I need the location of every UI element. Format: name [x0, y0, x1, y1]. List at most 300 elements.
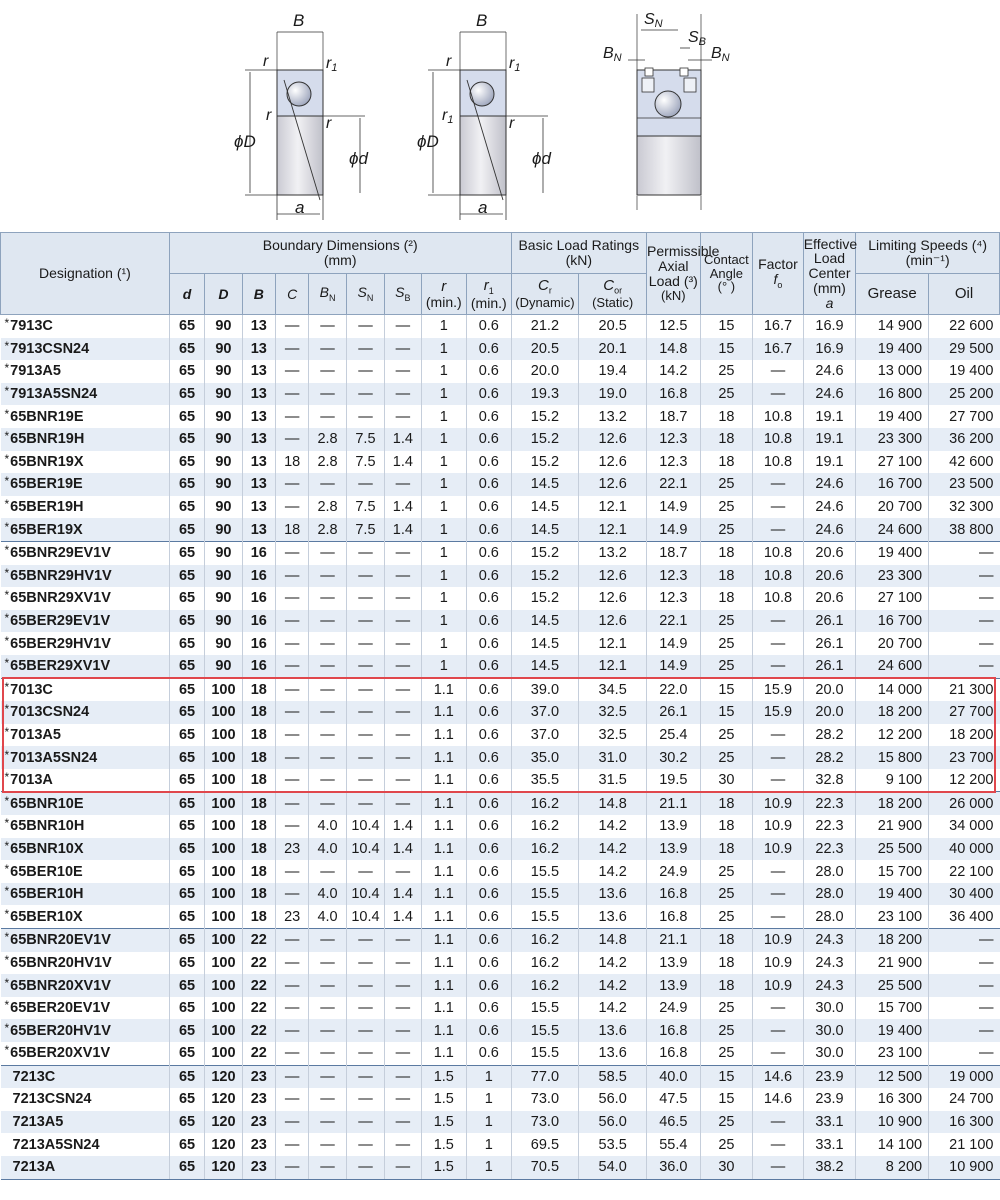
- cell-oil-speed: —: [929, 929, 1000, 952]
- table-row: [1, 405, 1000, 428]
- cell-SB: —: [385, 746, 421, 769]
- cell-D: 90: [205, 473, 242, 496]
- cell-d: 65: [169, 769, 204, 792]
- cell-B: 23: [242, 1156, 275, 1179]
- cell-grease-speed: 25 500: [856, 974, 929, 997]
- cell-Cor: 14.8: [579, 792, 647, 815]
- cell-designation: [1, 473, 170, 496]
- cell-factor: 14.6: [753, 1065, 804, 1088]
- star-marker: *: [4, 952, 10, 967]
- cell-designation: [1, 792, 170, 815]
- cell-r: 1.1: [421, 1019, 466, 1042]
- cell-B: 13: [242, 315, 275, 338]
- cell-r: 1: [421, 587, 466, 610]
- cell-C: —: [275, 541, 308, 564]
- cell-effective-load-center: 22.3: [803, 792, 856, 815]
- cell-grease-speed: 16 300: [856, 1088, 929, 1111]
- cell-effective-load-center: 32.8: [803, 769, 856, 792]
- header-B: B: [242, 274, 275, 315]
- cell-designation: [1, 815, 170, 838]
- cell-Cor: 31.5: [579, 769, 647, 792]
- cell-factor: 10.9: [753, 952, 804, 975]
- cell-SN: —: [346, 315, 384, 338]
- star-marker: *: [4, 429, 10, 444]
- cell-BN: —: [309, 632, 346, 655]
- cell-Cr: 15.5: [511, 905, 579, 928]
- cell-r: 1.1: [421, 838, 466, 861]
- table-row: [1, 974, 1000, 997]
- star-marker: *: [4, 656, 10, 671]
- cell-C: —: [275, 746, 308, 769]
- header-basic-load-ratings: Basic Load Ratings (kN): [511, 233, 646, 274]
- cell-Cor: 32.5: [579, 724, 647, 747]
- cell-Cor: 58.5: [579, 1065, 647, 1088]
- cell-contact-angle: 18: [700, 541, 753, 564]
- cell-SB: —: [385, 792, 421, 815]
- cell-designation: [1, 1111, 170, 1134]
- cell-BN: —: [309, 1156, 346, 1179]
- designation-text: 7213A: [12, 1159, 56, 1176]
- cell-C: —: [275, 587, 308, 610]
- cell-r: 1.1: [421, 792, 466, 815]
- cell-oil-speed: 21 100: [929, 1133, 1000, 1156]
- cell-C: 18: [275, 451, 308, 474]
- cell-r: 1.1: [421, 815, 466, 838]
- cell-SN: 7.5: [346, 496, 384, 519]
- cell-permissible-axial-load: 14.9: [647, 632, 701, 655]
- cell-permissible-axial-load: 22.1: [647, 610, 701, 633]
- cell-B: 18: [242, 769, 275, 792]
- cell-contact-angle: 25: [700, 1133, 753, 1156]
- cell-factor: —: [753, 1111, 804, 1134]
- cell-effective-load-center: 16.9: [803, 315, 856, 338]
- cell-D: 100: [205, 905, 242, 928]
- cell-Cor: 12.6: [579, 473, 647, 496]
- cell-BN: —: [309, 678, 346, 701]
- cell-oil-speed: —: [929, 541, 1000, 564]
- designation-text: 7013A5SN24: [10, 749, 98, 766]
- cell-Cor: 34.5: [579, 678, 647, 701]
- cell-BN: —: [309, 929, 346, 952]
- cell-Cor: 12.6: [579, 428, 647, 451]
- cell-d: 65: [169, 883, 204, 906]
- cell-D: 100: [205, 860, 242, 883]
- cell-d: 65: [169, 405, 204, 428]
- cell-oil-speed: —: [929, 565, 1000, 588]
- cell-oil-speed: —: [929, 952, 1000, 975]
- cell-SN: 7.5: [346, 518, 384, 541]
- cell-BN: —: [309, 541, 346, 564]
- cell-Cr: 16.2: [511, 929, 579, 952]
- cell-r1: 0.6: [467, 838, 512, 861]
- cell-BN: —: [309, 405, 346, 428]
- cell-SN: 7.5: [346, 428, 384, 451]
- cell-effective-load-center: 24.6: [803, 360, 856, 383]
- cell-D: 90: [205, 610, 242, 633]
- star-marker: *: [4, 702, 10, 717]
- cell-designation: [1, 1088, 170, 1111]
- cell-d: 65: [169, 678, 204, 701]
- star-marker: *: [4, 543, 10, 558]
- cell-effective-load-center: 16.9: [803, 338, 856, 361]
- cell-oil-speed: 22 600: [929, 315, 1000, 338]
- cell-oil-speed: 42 600: [929, 451, 1000, 474]
- cell-D: 90: [205, 541, 242, 564]
- table-row: [1, 610, 1000, 633]
- cell-D: 100: [205, 997, 242, 1020]
- cell-C: 23: [275, 838, 308, 861]
- cell-BN: —: [309, 610, 346, 633]
- cell-d: 65: [169, 496, 204, 519]
- cell-designation: [1, 746, 170, 769]
- cell-C: —: [275, 792, 308, 815]
- cell-effective-load-center: 20.0: [803, 678, 856, 701]
- star-marker: *: [4, 384, 10, 399]
- cell-C: —: [275, 405, 308, 428]
- star-marker: *: [4, 406, 10, 421]
- table-row: [1, 905, 1000, 928]
- cell-Cr: 15.5: [511, 1019, 579, 1042]
- cell-r: 1: [421, 565, 466, 588]
- cell-factor: —: [753, 1133, 804, 1156]
- cell-SB: —: [385, 724, 421, 747]
- cell-grease-speed: 18 200: [856, 929, 929, 952]
- cell-effective-load-center: 26.1: [803, 632, 856, 655]
- cell-effective-load-center: 28.0: [803, 860, 856, 883]
- cell-oil-speed: 19 400: [929, 360, 1000, 383]
- cell-d: 65: [169, 541, 204, 564]
- cell-effective-load-center: 24.3: [803, 929, 856, 952]
- bearing-diagram-alternate: [417, 11, 551, 220]
- cell-contact-angle: 18: [700, 929, 753, 952]
- cell-effective-load-center: 22.3: [803, 815, 856, 838]
- cell-D: 90: [205, 632, 242, 655]
- table-row: [1, 883, 1000, 906]
- cell-designation: [1, 952, 170, 975]
- cell-Cr: 77.0: [511, 1065, 579, 1088]
- cell-D: 90: [205, 565, 242, 588]
- cell-BN: —: [309, 724, 346, 747]
- cell-C: —: [275, 428, 308, 451]
- table-row: [1, 496, 1000, 519]
- cell-SB: —: [385, 678, 421, 701]
- cell-contact-angle: 25: [700, 360, 753, 383]
- cell-D: 100: [205, 838, 242, 861]
- designation-text: 65BNR20XV1V: [10, 977, 111, 994]
- cell-factor: —: [753, 1042, 804, 1065]
- cell-SN: —: [346, 610, 384, 633]
- table-row: [1, 587, 1000, 610]
- cell-designation: [1, 724, 170, 747]
- cell-permissible-axial-load: 46.5: [647, 1111, 701, 1134]
- cell-contact-angle: 25: [700, 1111, 753, 1134]
- table-row: [1, 746, 1000, 769]
- cell-Cor: 13.6: [579, 905, 647, 928]
- designation-text: 7213A5SN24: [12, 1136, 100, 1153]
- cell-contact-angle: 25: [700, 724, 753, 747]
- cell-contact-angle: 15: [700, 315, 753, 338]
- cell-d: 65: [169, 338, 204, 361]
- cell-B: 13: [242, 451, 275, 474]
- cell-r: 1.1: [421, 678, 466, 701]
- designation-text: 65BER20EV1V: [10, 1000, 111, 1017]
- cell-contact-angle: 25: [700, 1042, 753, 1065]
- star-marker: *: [4, 884, 10, 899]
- cell-factor: —: [753, 518, 804, 541]
- cell-factor: —: [753, 860, 804, 883]
- cell-grease-speed: 14 000: [856, 678, 929, 701]
- cell-permissible-axial-load: 36.0: [647, 1156, 701, 1179]
- dim-r-label: r: [446, 53, 452, 70]
- star-marker: *: [4, 316, 10, 331]
- cell-SB: —: [385, 541, 421, 564]
- cell-D: 100: [205, 815, 242, 838]
- cell-designation: [1, 1133, 170, 1156]
- cell-r1: 1: [467, 1088, 512, 1111]
- cell-SB: —: [385, 974, 421, 997]
- table-row: [1, 315, 1000, 338]
- cell-SB: —: [385, 405, 421, 428]
- cell-SN: —: [346, 632, 384, 655]
- cell-C: —: [275, 338, 308, 361]
- cell-r: 1: [421, 405, 466, 428]
- cell-permissible-axial-load: 16.8: [647, 1042, 701, 1065]
- cell-Cor: 13.6: [579, 883, 647, 906]
- dim-B-label: B: [476, 11, 488, 30]
- cell-r1: 0.6: [467, 655, 512, 678]
- cell-r1: 0.6: [467, 1019, 512, 1042]
- cell-grease-speed: 18 200: [856, 792, 929, 815]
- cell-factor: 16.7: [753, 338, 804, 361]
- cell-factor: 10.8: [753, 565, 804, 588]
- cell-Cr: 15.2: [511, 541, 579, 564]
- cell-BN: —: [309, 655, 346, 678]
- cell-SN: —: [346, 1133, 384, 1156]
- header-grease: Grease: [856, 274, 929, 315]
- cell-effective-load-center: 22.3: [803, 838, 856, 861]
- cell-Cr: 35.0: [511, 746, 579, 769]
- cell-C: —: [275, 1088, 308, 1111]
- cell-d: 65: [169, 632, 204, 655]
- cell-Cor: 20.1: [579, 338, 647, 361]
- header-designation: Designation (¹): [1, 233, 170, 315]
- cell-designation: [1, 338, 170, 361]
- header-permissible-axial-load: Permissible Axial Load (³) (kN): [647, 233, 701, 315]
- cell-SB: —: [385, 1088, 421, 1111]
- dim-phiD-label: ϕD: [417, 132, 439, 151]
- cell-grease-speed: 9 100: [856, 769, 929, 792]
- cell-r1: 0.6: [467, 541, 512, 564]
- cell-B: 13: [242, 405, 275, 428]
- cell-r1: 0.6: [467, 1042, 512, 1065]
- cell-oil-speed: 21 300: [929, 678, 1000, 701]
- cell-oil-speed: 25 200: [929, 383, 1000, 406]
- cell-B: 13: [242, 338, 275, 361]
- cell-SN: 10.4: [346, 905, 384, 928]
- designation-text: 65BNR20EV1V: [10, 932, 111, 949]
- cell-d: 65: [169, 860, 204, 883]
- cell-D: 100: [205, 974, 242, 997]
- cell-factor: —: [753, 1156, 804, 1179]
- star-marker: *: [4, 451, 10, 466]
- cell-factor: 10.8: [753, 451, 804, 474]
- table-row: [1, 518, 1000, 541]
- cell-designation: [1, 1019, 170, 1042]
- cell-oil-speed: 24 700: [929, 1088, 1000, 1111]
- cell-r1: 0.6: [467, 383, 512, 406]
- table-row: [1, 428, 1000, 451]
- cell-Cor: 14.2: [579, 974, 647, 997]
- cell-D: 100: [205, 678, 242, 701]
- cell-SB: —: [385, 929, 421, 952]
- cell-SB: —: [385, 473, 421, 496]
- designation-text: 65BER10X: [10, 908, 83, 925]
- cell-r1: 0.6: [467, 405, 512, 428]
- cell-C: —: [275, 1133, 308, 1156]
- designation-text: 65BER10H: [10, 886, 84, 903]
- cell-B: 13: [242, 428, 275, 451]
- cell-permissible-axial-load: 24.9: [647, 860, 701, 883]
- cell-factor: 10.9: [753, 815, 804, 838]
- cell-d: 65: [169, 905, 204, 928]
- cell-designation: [1, 655, 170, 678]
- dim-SN-label: SN: [644, 11, 663, 30]
- cell-Cr: 15.5: [511, 997, 579, 1020]
- header-boundary-dimensions: Boundary Dimensions (²) (mm): [169, 233, 511, 274]
- table-row: [1, 724, 1000, 747]
- cell-Cor: 19.4: [579, 360, 647, 383]
- cell-r1: 0.6: [467, 929, 512, 952]
- cell-permissible-axial-load: 16.8: [647, 905, 701, 928]
- cell-B: 18: [242, 838, 275, 861]
- header-SN: $S_N$: [346, 274, 384, 315]
- cell-r1: 0.6: [467, 701, 512, 724]
- cell-factor: —: [753, 496, 804, 519]
- designation-text: 65BNR29EV1V: [10, 545, 111, 562]
- cell-C: —: [275, 678, 308, 701]
- cell-D: 90: [205, 496, 242, 519]
- cell-designation: [1, 860, 170, 883]
- cell-effective-load-center: 30.0: [803, 1019, 856, 1042]
- cell-grease-speed: 8 200: [856, 1156, 929, 1179]
- cell-oil-speed: 16 300: [929, 1111, 1000, 1134]
- cell-r1: 0.6: [467, 746, 512, 769]
- table-row: [1, 952, 1000, 975]
- cell-designation: [1, 678, 170, 701]
- cell-B: 16: [242, 541, 275, 564]
- cell-C: —: [275, 724, 308, 747]
- star-marker: *: [4, 679, 10, 694]
- cell-contact-angle: 25: [700, 632, 753, 655]
- cell-grease-speed: 23 300: [856, 428, 929, 451]
- cell-SB: —: [385, 1019, 421, 1042]
- cell-grease-speed: 16 800: [856, 383, 929, 406]
- cell-C: —: [275, 815, 308, 838]
- table-row: [1, 929, 1000, 952]
- cell-C: —: [275, 383, 308, 406]
- star-marker: *: [4, 747, 10, 762]
- cell-D: 90: [205, 383, 242, 406]
- cell-D: 120: [205, 1065, 242, 1088]
- table-row: [1, 838, 1000, 861]
- cell-BN: —: [309, 315, 346, 338]
- cell-Cr: 16.2: [511, 974, 579, 997]
- cell-oil-speed: —: [929, 1042, 1000, 1065]
- cell-Cr: 14.5: [511, 518, 579, 541]
- cell-Cr: 69.5: [511, 1133, 579, 1156]
- cell-effective-load-center: 28.0: [803, 883, 856, 906]
- cell-grease-speed: 15 700: [856, 997, 929, 1020]
- cell-permissible-axial-load: 12.3: [647, 428, 701, 451]
- cell-B: 18: [242, 701, 275, 724]
- cell-grease-speed: 20 700: [856, 632, 929, 655]
- header-Cor: $C_{or}$ (Static): [579, 274, 647, 315]
- header-BN: $B_N$: [309, 274, 346, 315]
- cell-effective-load-center: 26.1: [803, 655, 856, 678]
- cell-C: —: [275, 1019, 308, 1042]
- cell-Cor: 53.5: [579, 1133, 647, 1156]
- designation-text: 7913C: [10, 318, 53, 335]
- cell-Cr: 39.0: [511, 678, 579, 701]
- cell-Cor: 12.1: [579, 655, 647, 678]
- cell-d: 65: [169, 701, 204, 724]
- cell-C: —: [275, 1065, 308, 1088]
- cell-oil-speed: 36 200: [929, 428, 1000, 451]
- cell-Cr: 15.2: [511, 405, 579, 428]
- cell-oil-speed: —: [929, 997, 1000, 1020]
- cell-contact-angle: 18: [700, 587, 753, 610]
- cell-factor: —: [753, 655, 804, 678]
- cell-designation: [1, 929, 170, 952]
- cell-r1: 0.6: [467, 610, 512, 633]
- designation-text: 65BNR10H: [10, 818, 85, 835]
- cell-effective-load-center: 33.1: [803, 1133, 856, 1156]
- header-oil: Oil: [929, 274, 1000, 315]
- cell-SB: 1.4: [385, 905, 421, 928]
- cell-Cor: 14.2: [579, 815, 647, 838]
- cell-D: 90: [205, 360, 242, 383]
- cell-grease-speed: 16 700: [856, 610, 929, 633]
- cell-SB: —: [385, 1042, 421, 1065]
- cell-d: 65: [169, 473, 204, 496]
- cell-oil-speed: 23 700: [929, 746, 1000, 769]
- cell-oil-speed: 23 500: [929, 473, 1000, 496]
- cell-B: 16: [242, 655, 275, 678]
- cell-SB: —: [385, 997, 421, 1020]
- cell-permissible-axial-load: 16.8: [647, 883, 701, 906]
- table-row: [1, 1156, 1000, 1179]
- cell-BN: 2.8: [309, 451, 346, 474]
- cell-C: —: [275, 565, 308, 588]
- cell-D: 120: [205, 1111, 242, 1134]
- header-Cr: $C_r$ (Dynamic): [511, 274, 579, 315]
- cell-designation: [1, 838, 170, 861]
- cell-effective-load-center: 20.6: [803, 565, 856, 588]
- cell-D: 120: [205, 1133, 242, 1156]
- cell-d: 65: [169, 724, 204, 747]
- cell-r1: 0.6: [467, 997, 512, 1020]
- cell-permissible-axial-load: 24.9: [647, 997, 701, 1020]
- cell-designation: [1, 541, 170, 564]
- dim-BN-right-label: BN: [711, 45, 730, 64]
- cell-effective-load-center: 24.3: [803, 952, 856, 975]
- cell-r: 1: [421, 428, 466, 451]
- cell-Cr: 15.5: [511, 860, 579, 883]
- cell-permissible-axial-load: 12.3: [647, 587, 701, 610]
- cell-BN: —: [309, 383, 346, 406]
- cell-permissible-axial-load: 40.0: [647, 1065, 701, 1088]
- cell-grease-speed: 12 500: [856, 1065, 929, 1088]
